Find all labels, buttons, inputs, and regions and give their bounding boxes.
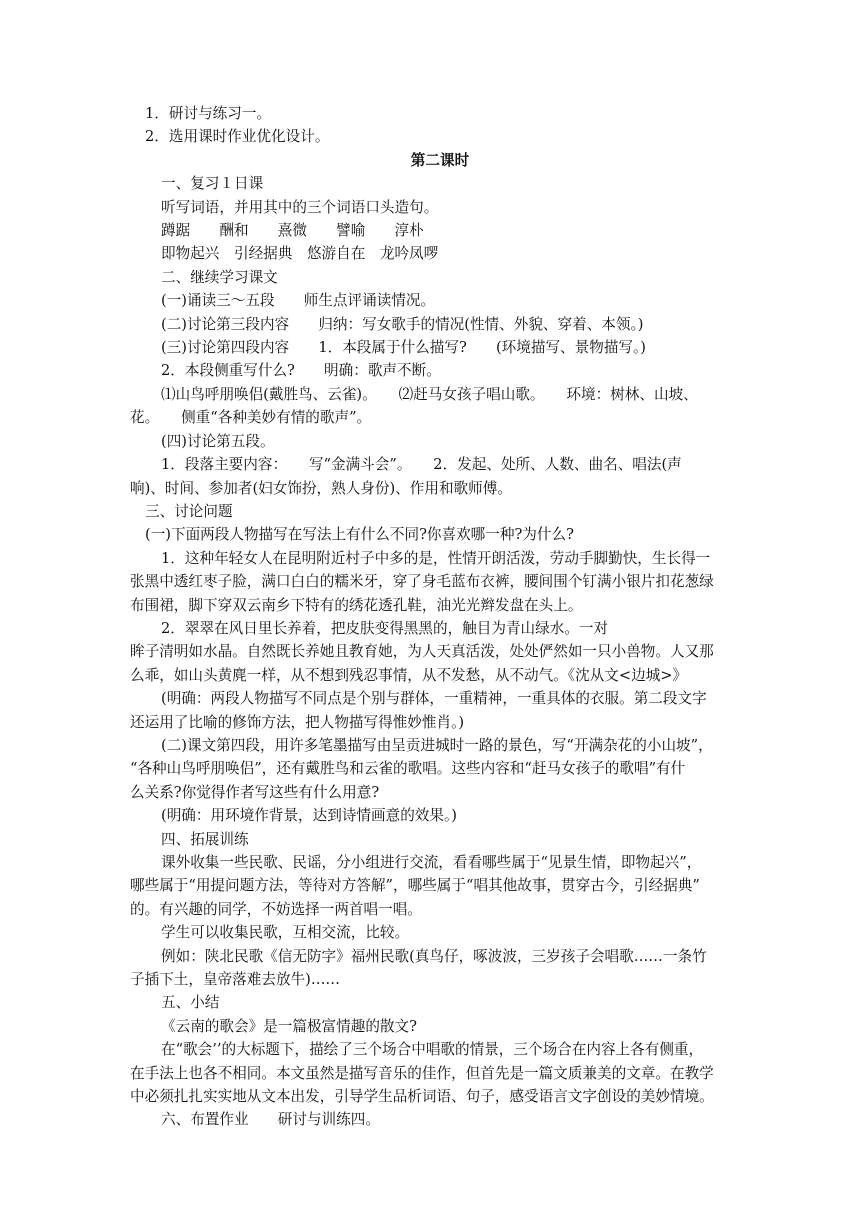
text-line: 哪些属于“用提问题方法，等待对方答解”，哪些属于“唱其他故事，贯穿古今，引经据典”: [130, 877, 700, 895]
section-heading: 三、讨论问题: [145, 502, 233, 520]
text-line: 1．这种年轻女人在昆明附近村子中多的是，性情开朗活泼，劳动手脚勤快，生长得一: [161, 549, 711, 567]
text-line: 《云南的歌会》是一篇极富情趣的散文?: [161, 1017, 417, 1035]
text-line: ⑴山鸟呼朋唤侣(戴胜鸟、云雀)。 ⑵赶马女孩子唱山歌。 环境：树林、山坡、: [161, 385, 698, 403]
text-line: 眸子清明如水晶。自然既长养她且教育她，为人天真活泼，处处俨然如一只小兽物。人又那: [130, 643, 714, 661]
text-line: 在“歌会’’的大标题下，描绘了三个场合中唱歌的情景，三个场合在内容上各有侧重，: [161, 1041, 704, 1059]
text-line: 例如：陕北民歌《信无防字》福州民歌(真鸟仔，啄波波，三岁孩子会唱歌……一条竹: [161, 947, 707, 965]
question: (二)课文第四段，用许多笔墨描写由呈贡进城时一路的景色，写“开满杂花的小山坡”，: [161, 736, 713, 754]
text-line: 1．研讨与练习一。: [145, 105, 272, 122]
question: (一)下面两段人物描写在写法上有什么不同?你喜欢哪一种?为什么?: [145, 526, 574, 544]
answer: (明确：两段人物描写不同点是个别与群体，一重精神，一重具体的衣服。第二段文字: [161, 690, 707, 708]
text-line: 1．段落主要内容： 写“金满斗会”。 2．发起、处所、人数、曲名、唱法(声: [161, 456, 682, 474]
text-line: 学生可以收集民歌，互相交流，比较。: [161, 924, 410, 942]
text-line: 课外收集一些民歌、民谣，分小组进行交流，看看哪些属于“见景生情，即物起兴”，: [161, 854, 702, 871]
word-list: 蹲踞 酬和 熹微 譬喻 淳朴: [161, 222, 424, 240]
word-list: 即物起兴 引经据典 悠游自在 龙吟凤啰: [161, 245, 439, 263]
text-line: 子插下土，皇帝落难去放牛)……: [130, 971, 341, 989]
text-line: 2．本段侧重写什么? 明确：歌声不断。: [161, 362, 441, 380]
text-line: (三)讨论第四段内容 1．本段属于什么描写? (环境描写、景物描写。): [161, 339, 646, 357]
document-body: [130, 102, 750, 1132]
answer: (明确：用环境作背景，达到诗情画意的效果。): [161, 807, 457, 825]
text-line: 中必须扎扎实实地从文本出发，引导学生品析词语、句子，感受语言文字创设的美妙情境。: [130, 1088, 714, 1106]
text-line: 响)、时间、参加者(妇女饰扮，熟人身份)、作用和歌师傅。: [130, 479, 512, 497]
text-line: 在手法上也各不相同。本文虽然是描写音乐的佳作，但首先是一篇文质兼美的文章。在教学: [130, 1064, 714, 1082]
text-line: (一)诵读三～五段 师生点评诵读情况。: [161, 292, 436, 310]
section-title: 第二课时: [410, 151, 470, 169]
text-line: (四)讨论第五段。: [161, 432, 275, 450]
section-heading: 一、复习１日课: [161, 175, 264, 193]
text-line: 布围裙，脚下穿双云南乡下特有的绣花透孔鞋，油光光辫发盘在头上。: [130, 596, 583, 614]
text-line: 听写词语，并用其中的三个词语口头造句。: [161, 198, 439, 216]
text-line: 么乖，如山头黄麂一样，从不想到残忍事情，从不发愁，从不动气。《沈从文<边城>》: [130, 666, 688, 684]
section-heading: 二、继续学习课文: [161, 268, 278, 286]
text-line: 花。 侧重“各种美妙有情的歌声”。: [130, 409, 372, 427]
text-line: 2．选用课时作业优化设计。: [145, 128, 330, 146]
section-heading: 五、小结: [161, 994, 220, 1012]
text-line: 张黑中透红枣子脸，满口白白的糯米牙，穿了身毛蓝布衣裤，腰间围个钉满小银片扣花葱绿: [130, 573, 714, 591]
text-line: 的。有兴趣的同学，不妨选择一两首唱一唱。: [130, 900, 422, 918]
text-line: 2．翠翠在风日里长养着，把皮肤变得黑黑的，触目为青山绿水。一对: [161, 619, 609, 637]
section-heading: 四、拓展训练: [161, 830, 249, 848]
section-heading: 六、布置作业 研讨与训练四。: [161, 1111, 380, 1129]
question: 么关系?你觉得作者写这些有什么用意?: [130, 783, 380, 801]
text-line: (二)讨论第三段内容 归纳：写女歌手的情况(性情、外貌、穿着、本领。): [161, 315, 644, 333]
question: “各种山鸟呼朋唤侣”，还有戴胜鸟和云雀的歌唱。这些内容和“赶马女孩子的歌唱”有什: [130, 760, 686, 778]
answer: 还运用了比喻的修饰方法，把人物描写得惟妙惟肖。): [130, 713, 465, 731]
